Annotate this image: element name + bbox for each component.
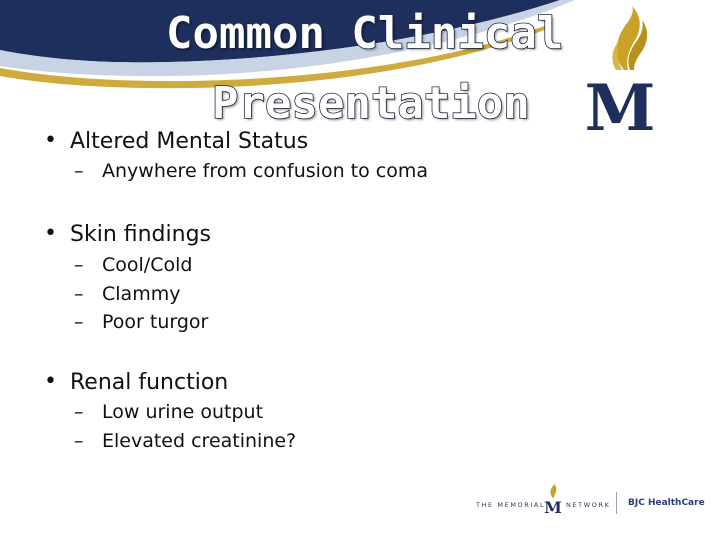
bullet-dot-icon: • — [44, 221, 57, 246]
bullet-2-sub-1 — [74, 254, 193, 276]
footer-memorial-left: THE MEMORIAL — [476, 501, 546, 509]
bullet-3-text: Renal function — [70, 370, 229, 395]
bullet-2-sub-3-text: Poor turgor — [102, 311, 209, 333]
bullet-1 — [44, 128, 309, 154]
dash-icon: – — [74, 160, 84, 182]
dash-icon: – — [74, 311, 84, 333]
bullet-1-sub-1-text: Anywhere from confusion to coma — [102, 160, 428, 182]
bullet-dot-icon: • — [44, 369, 57, 394]
m-letter-icon: M — [584, 71, 656, 134]
bullet-3-sub-2 — [74, 430, 297, 452]
bullet-3 — [44, 369, 229, 395]
bullet-2-sub-1-text: Cool/Cold — [102, 254, 193, 276]
footer-memorial-right: NETWORK — [566, 501, 611, 509]
slide-title-line1-text: Common Clinical — [166, 8, 564, 59]
bullet-2-sub-3 — [74, 311, 209, 333]
dash-icon: – — [74, 283, 84, 305]
bullet-1-text: Altered Mental Status — [70, 129, 309, 154]
slide-title-line2-text: Presentation — [212, 78, 530, 129]
dash-icon: – — [74, 401, 84, 423]
memorial-logo-icon — [572, 4, 668, 134]
bullet-2-text: Skin findings — [70, 222, 212, 247]
bullet-2 — [44, 221, 212, 247]
footer-bjc-logo: BJC HealthCare — [628, 498, 705, 508]
bullet-3-sub-1 — [74, 401, 264, 423]
bullet-2-sub-2 — [74, 283, 181, 305]
footer-logos — [476, 484, 706, 524]
bullet-3-sub-2-text: Elevated creatinine? — [102, 430, 297, 452]
flame-icon-outer — [617, 6, 640, 70]
bullet-1-sub-1 — [74, 160, 428, 182]
bullet-2-sub-2-text: Clammy — [102, 283, 181, 305]
footer-divider — [616, 492, 617, 514]
bullet-dot-icon: • — [44, 128, 57, 153]
footer-memorial-m-icon — [542, 484, 564, 514]
bullet-3-sub-1-text: Low urine output — [102, 401, 264, 423]
dash-icon: – — [74, 430, 84, 452]
svg-text:M: M — [544, 498, 562, 514]
dash-icon: – — [74, 254, 84, 276]
